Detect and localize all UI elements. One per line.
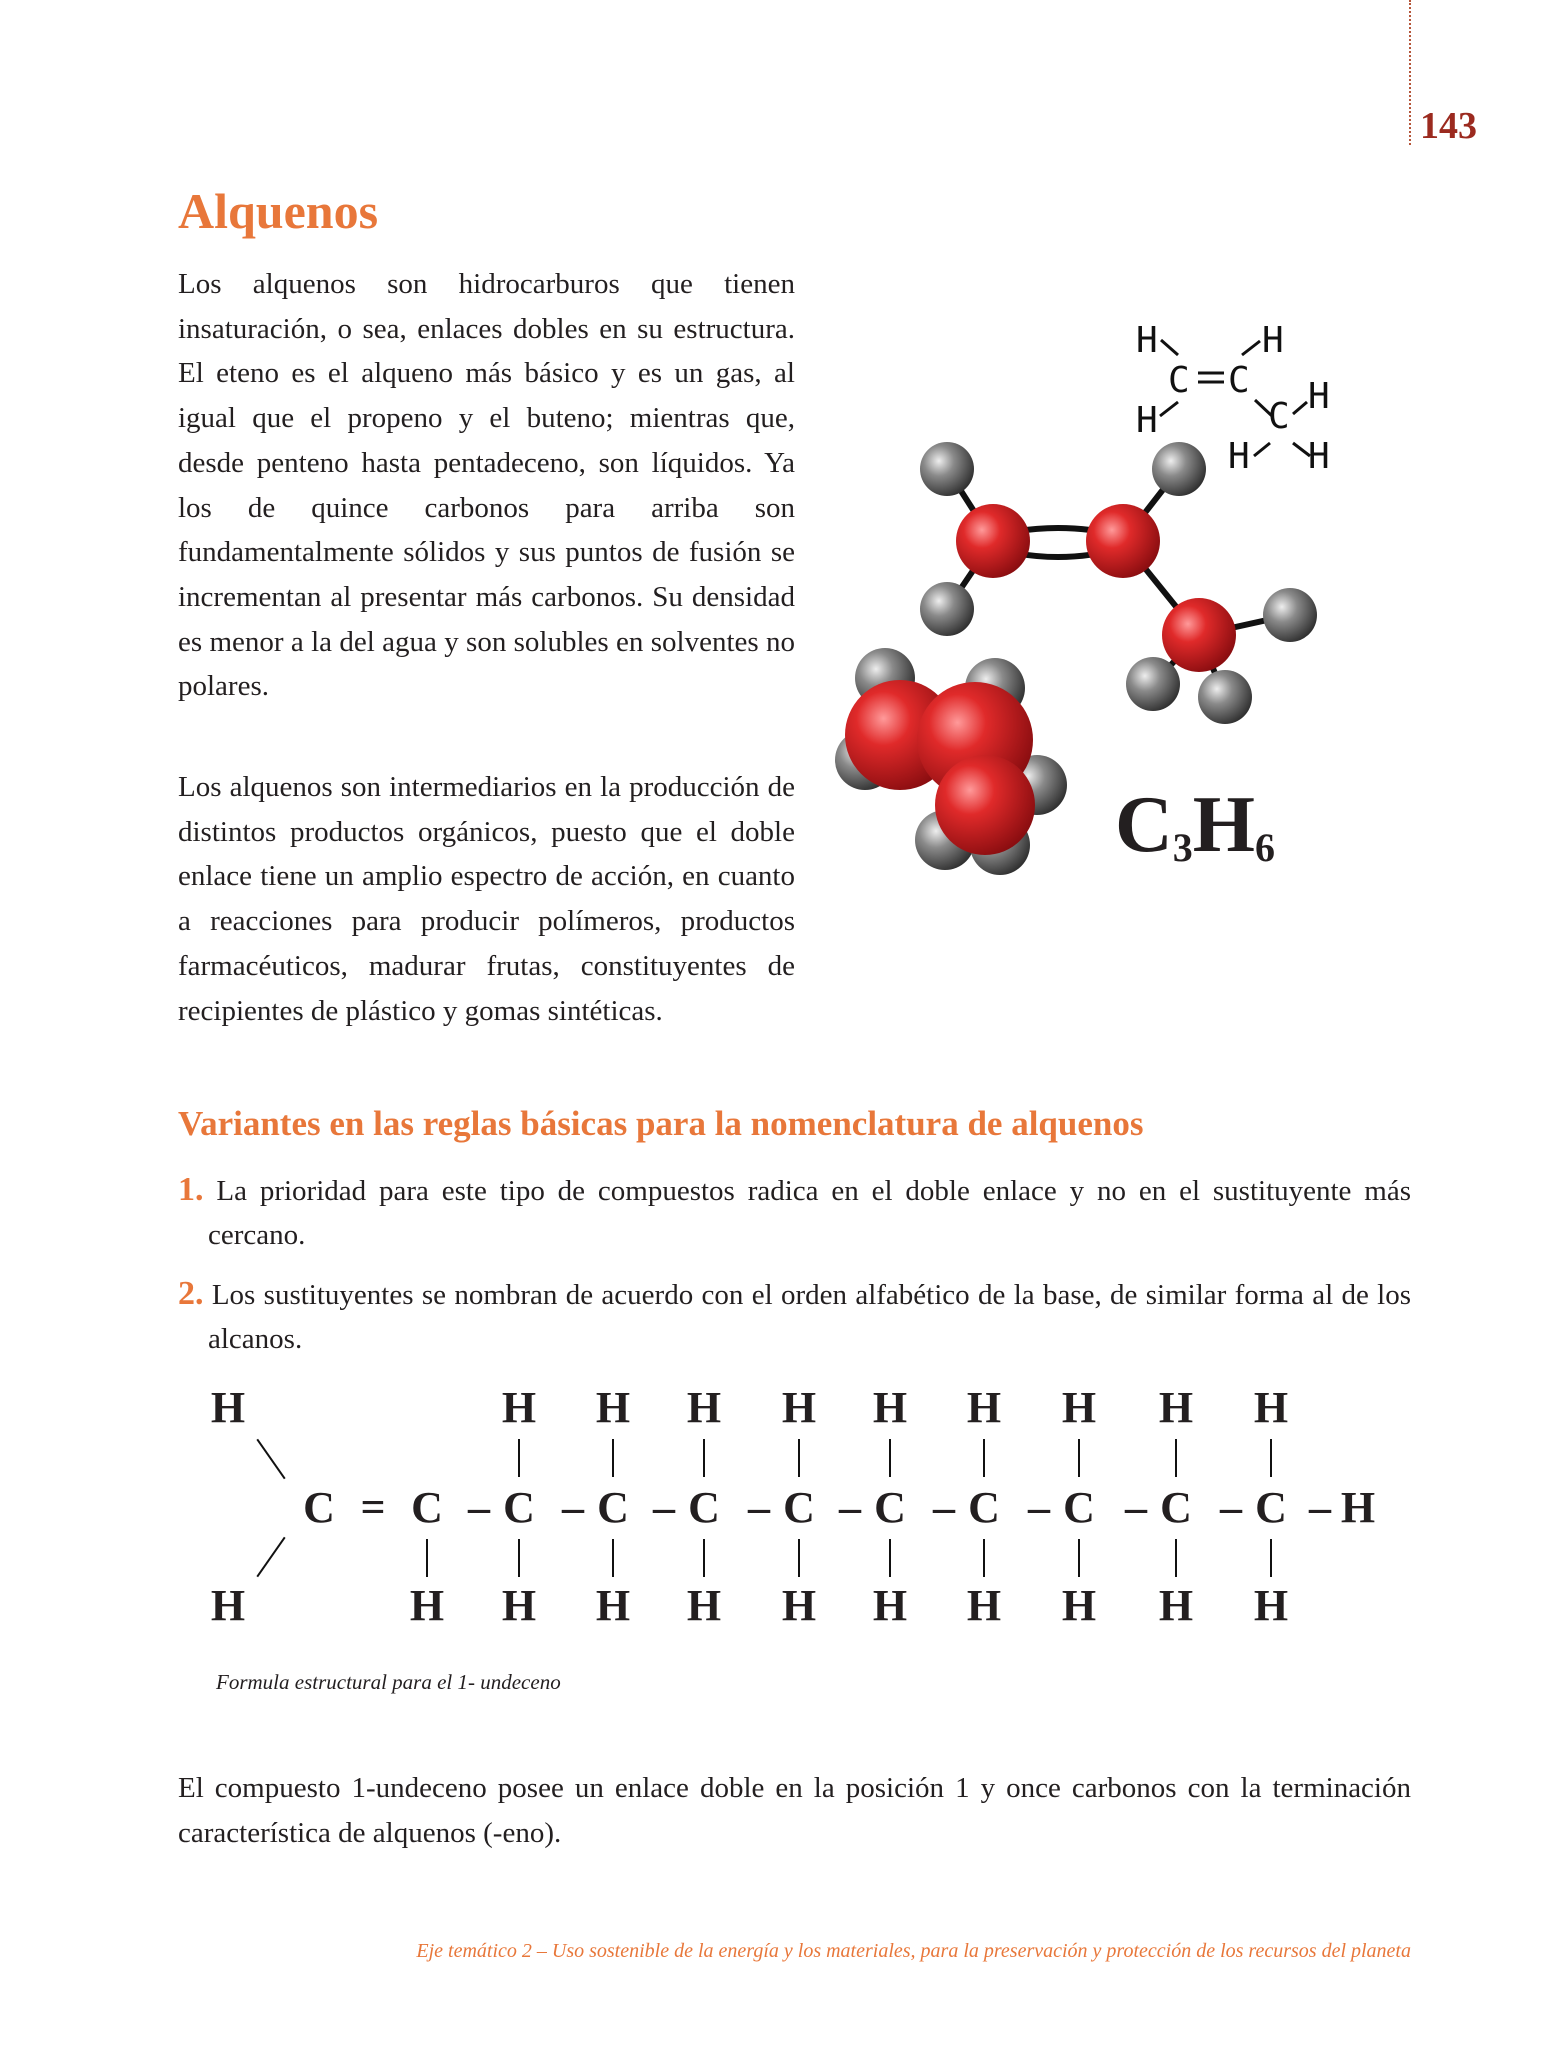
carbon-atom: C xyxy=(874,1483,906,1532)
page-title: Alquenos xyxy=(178,183,379,239)
carbon-atom: C xyxy=(1255,1483,1287,1532)
paragraph-intro: Los alquenos son hidrocarburos que tienen insaturación, o sea, enlaces dobles en su estructura. El eteno es el alqueno más básico y es un gas, al igual que el propeno y el buteno; mientras que, desde penteno hasta pentadeceno, son líquidos. Ya los de quince carbonos para arriba son fundamentalmente sólidos y sus puntos de fusión se incrementan al presentar más carbonos. Su densidad es menor a la del agua y son solubles en solventes no polares. xyxy=(178,268,795,703)
hydrogen-atom: H xyxy=(1253,1383,1289,1432)
paragraph-uses: Los alquenos son intermediarios en la producción de distintos productos orgánicos, puesto que el doble enlace tiene un amplio espectro de acción, en cuanto a reacciones para producir polímeros, productos farmacéuticos, madurar frutas, constituyentes de recipientes de plástico y gomas sintéticas. xyxy=(178,771,795,1027)
single-bond: – xyxy=(1028,1483,1050,1532)
single-bond: – xyxy=(653,1483,675,1532)
hydrogen-atom: H xyxy=(1061,1581,1097,1630)
svg-text:H: H xyxy=(1308,436,1330,477)
carbon-atom: C xyxy=(783,1483,815,1532)
page-number: 143 xyxy=(1420,105,1477,147)
single-bond: – xyxy=(468,1483,490,1532)
single-bond: – xyxy=(1309,1483,1331,1532)
svg-text:H: H xyxy=(1308,376,1330,417)
svg-text:C: C xyxy=(1168,360,1190,401)
hydrogen-atom: H xyxy=(1253,1581,1289,1630)
hydrogen-atom: H xyxy=(210,1581,246,1630)
svg-text:H: H xyxy=(1136,320,1158,361)
single-bond: – xyxy=(1125,1483,1147,1532)
hydrogen-atom: H xyxy=(686,1581,722,1630)
hydrogen-atom: H xyxy=(501,1383,537,1432)
carbon-atom: C xyxy=(688,1483,720,1532)
space-filling-model xyxy=(835,648,1067,875)
rule-item-1: 1. La prioridad para este tipo de compuestos radica en el doble enlace y no en el sustituyente más cercano. xyxy=(178,1171,1412,1251)
carbon-atom: C xyxy=(503,1483,535,1532)
molecular-formula: $C_3H_6$ xyxy=(1115,781,1276,870)
carbon-atom: C xyxy=(597,1483,629,1532)
carbon-atom: C xyxy=(968,1483,1000,1532)
formula-caption: Formula estructural para el 1- undeceno xyxy=(216,1670,561,1694)
single-bond: – xyxy=(562,1483,584,1532)
double-bond: = xyxy=(360,1483,386,1532)
hydrogen-atom: H xyxy=(210,1383,246,1432)
hydrogen-atom: H xyxy=(1061,1383,1097,1432)
carbon-atom: C xyxy=(1160,1483,1192,1532)
hydrogen-atom: H xyxy=(872,1581,908,1630)
hydrogen-atom: H xyxy=(595,1383,631,1432)
carbon-atom: C xyxy=(303,1483,335,1532)
hydrogen-atom: H xyxy=(595,1581,631,1630)
hydrogen-atom: H xyxy=(686,1383,722,1432)
single-bond: – xyxy=(839,1483,861,1532)
hydrogen-atom: H xyxy=(409,1581,445,1630)
rule-item-2: 2. Los sustituyentes se nombran de acuerdo con el orden alfabético de la base, de similar forma al de los alcanos. xyxy=(178,1275,1412,1355)
hydrogen-atom: H xyxy=(966,1581,1002,1630)
single-bond: – xyxy=(1220,1483,1242,1532)
carbon-atom: C xyxy=(411,1483,443,1532)
hydrogen-atom: H xyxy=(1158,1581,1194,1630)
svg-text:H: H xyxy=(1228,436,1250,477)
single-bond: – xyxy=(933,1483,955,1532)
svg-text:H: H xyxy=(1262,320,1284,361)
svg-text:C: C xyxy=(1228,360,1250,401)
paragraph-undecene: El compuesto 1-undeceno posee un enlace doble en la posición 1 y once carbonos con la terminación característica de alquenos (-eno). xyxy=(178,1772,1411,1849)
hydrogen-atom: H xyxy=(501,1581,537,1630)
hydrogen-atom: H xyxy=(781,1581,817,1630)
page-footer: Eje temático 2 – Uso sostenible de la energía y los materiales, para la preservación y protección de los recursos del planeta xyxy=(416,1940,1411,1962)
hydrogen-atom: H xyxy=(781,1383,817,1432)
carbon-atom: C xyxy=(1063,1483,1095,1532)
section-heading: Variantes en las reglas básicas para la nomenclatura de alquenos xyxy=(178,1104,1144,1143)
svg-text:H: H xyxy=(1136,400,1158,441)
svg-text:C: C xyxy=(1268,396,1290,437)
hydrogen-atom: H xyxy=(966,1383,1002,1432)
hydrogen-atom: H xyxy=(1340,1483,1376,1532)
single-bond: – xyxy=(748,1483,770,1532)
hydrogen-atom: H xyxy=(872,1383,908,1432)
hydrogen-atom: H xyxy=(1158,1383,1194,1432)
